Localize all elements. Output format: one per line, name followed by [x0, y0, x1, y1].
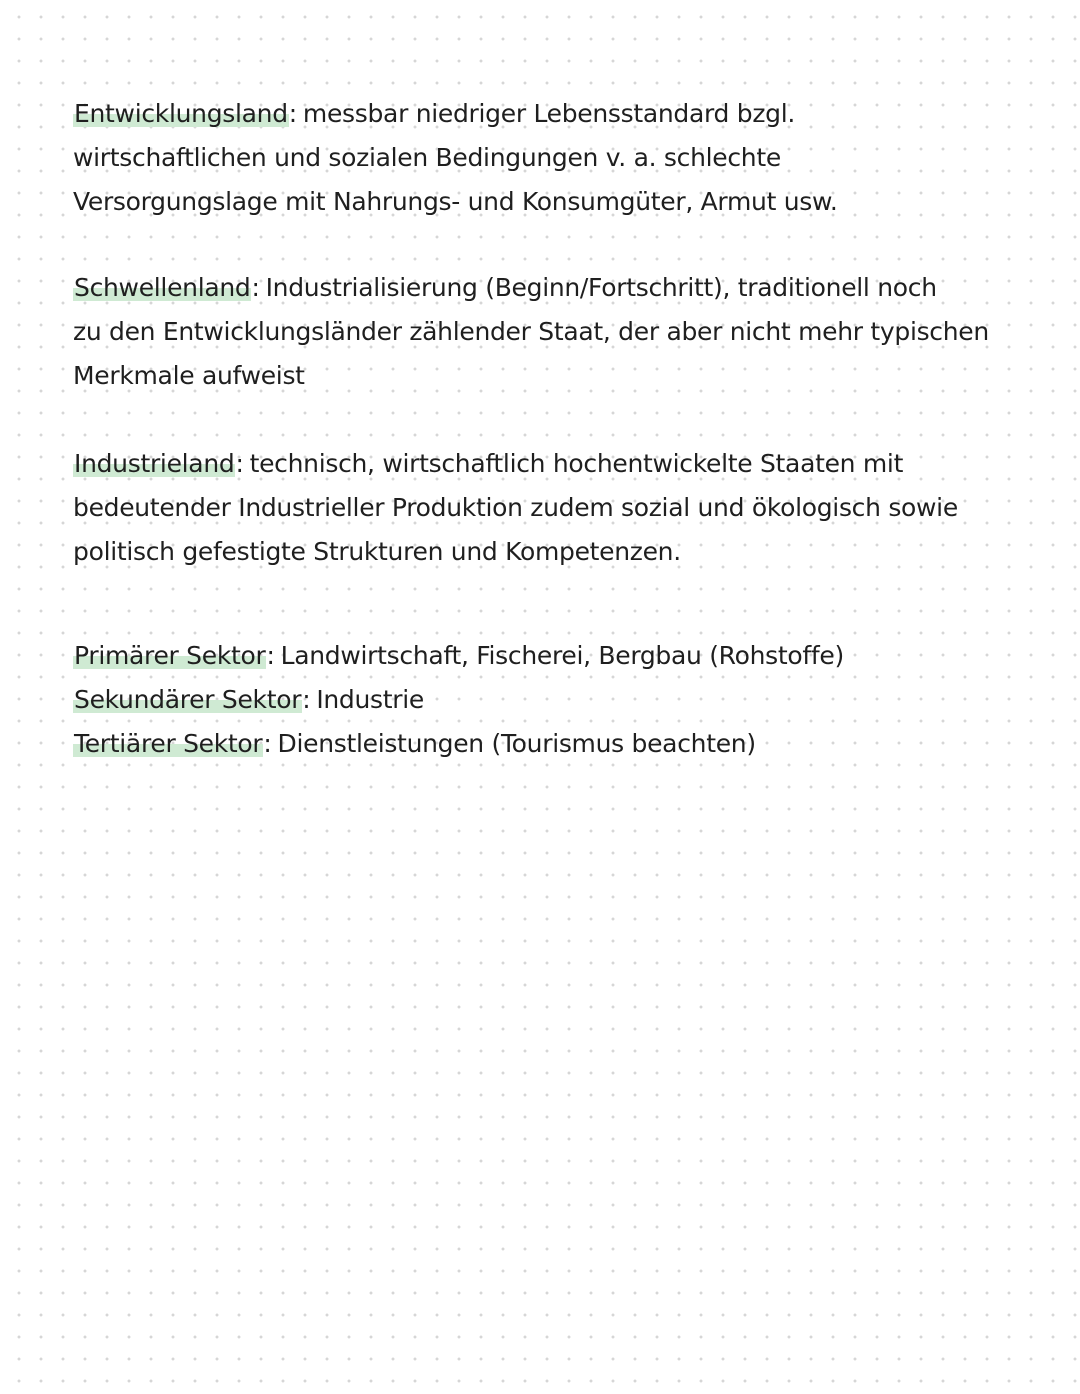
definition-text: messbar niedriger Lebensstandard bzgl. — [302, 99, 796, 128]
definition-line: Entwicklungsland: messbar niedriger Lebensstandard bzgl. — [74, 99, 796, 128]
sector-text: Landwirtschaft, Fischerei, Bergbau (Rohstoffe) — [280, 641, 844, 670]
sector-list — [73, 634, 973, 766]
definition-text: technisch, wirtschaftlich hochentwickelte Staaten mit — [249, 449, 904, 478]
sector-primary: Primärer Sektor: Landwirtschaft, Fischerei, Bergbau (Rohstoffe) — [74, 641, 844, 670]
definition-line: Industrieland: technisch, wirtschaftlich hochentwickelte Staaten mit — [74, 449, 904, 478]
definition-line: zu den Entwicklungsländer zählender Staat, der aber nicht mehr typischen — [73, 317, 989, 346]
definition-line: Versorgungslage mit Nahrungs- und Konsumgüter, Armut usw. — [73, 187, 838, 216]
definition-line: bedeutender Industrieller Produktion zudem sozial und ökologisch sowie — [73, 493, 958, 522]
definition-entwicklungsland — [73, 92, 973, 224]
definition-term: Entwicklungsland — [74, 99, 288, 128]
definition-term: Schwellenland — [74, 273, 251, 302]
definition-line: Merkmale aufweist — [73, 361, 305, 390]
sector-term: Tertiärer Sektor — [74, 729, 263, 758]
sector-secondary: Sekundärer Sektor: Industrie — [74, 685, 424, 714]
definition-text: Industrialisierung (Beginn/Fortschritt), traditionell noch — [265, 273, 937, 302]
definition-schwellenland — [73, 266, 989, 398]
sector-tertiary: Tertiärer Sektor: Dienstleistungen (Tourismus beachten) — [74, 729, 756, 758]
definition-line: politisch gefestigte Strukturen und Kompetenzen. — [73, 537, 681, 566]
definition-term: Industrieland — [74, 449, 235, 478]
sector-term: Primärer Sektor — [74, 641, 266, 670]
sector-text: Dienstleistungen (Tourismus beachten) — [277, 729, 756, 758]
definition-industrieland — [73, 442, 973, 574]
definition-line: Schwellenland: Industrialisierung (Beginn/Fortschritt), traditionell noch — [74, 273, 937, 302]
definition-line: wirtschaftlichen und sozialen Bedingungen v. a. schlechte — [73, 143, 781, 172]
sector-text: Industrie — [316, 685, 424, 714]
sector-term: Sekundärer Sektor — [74, 685, 302, 714]
